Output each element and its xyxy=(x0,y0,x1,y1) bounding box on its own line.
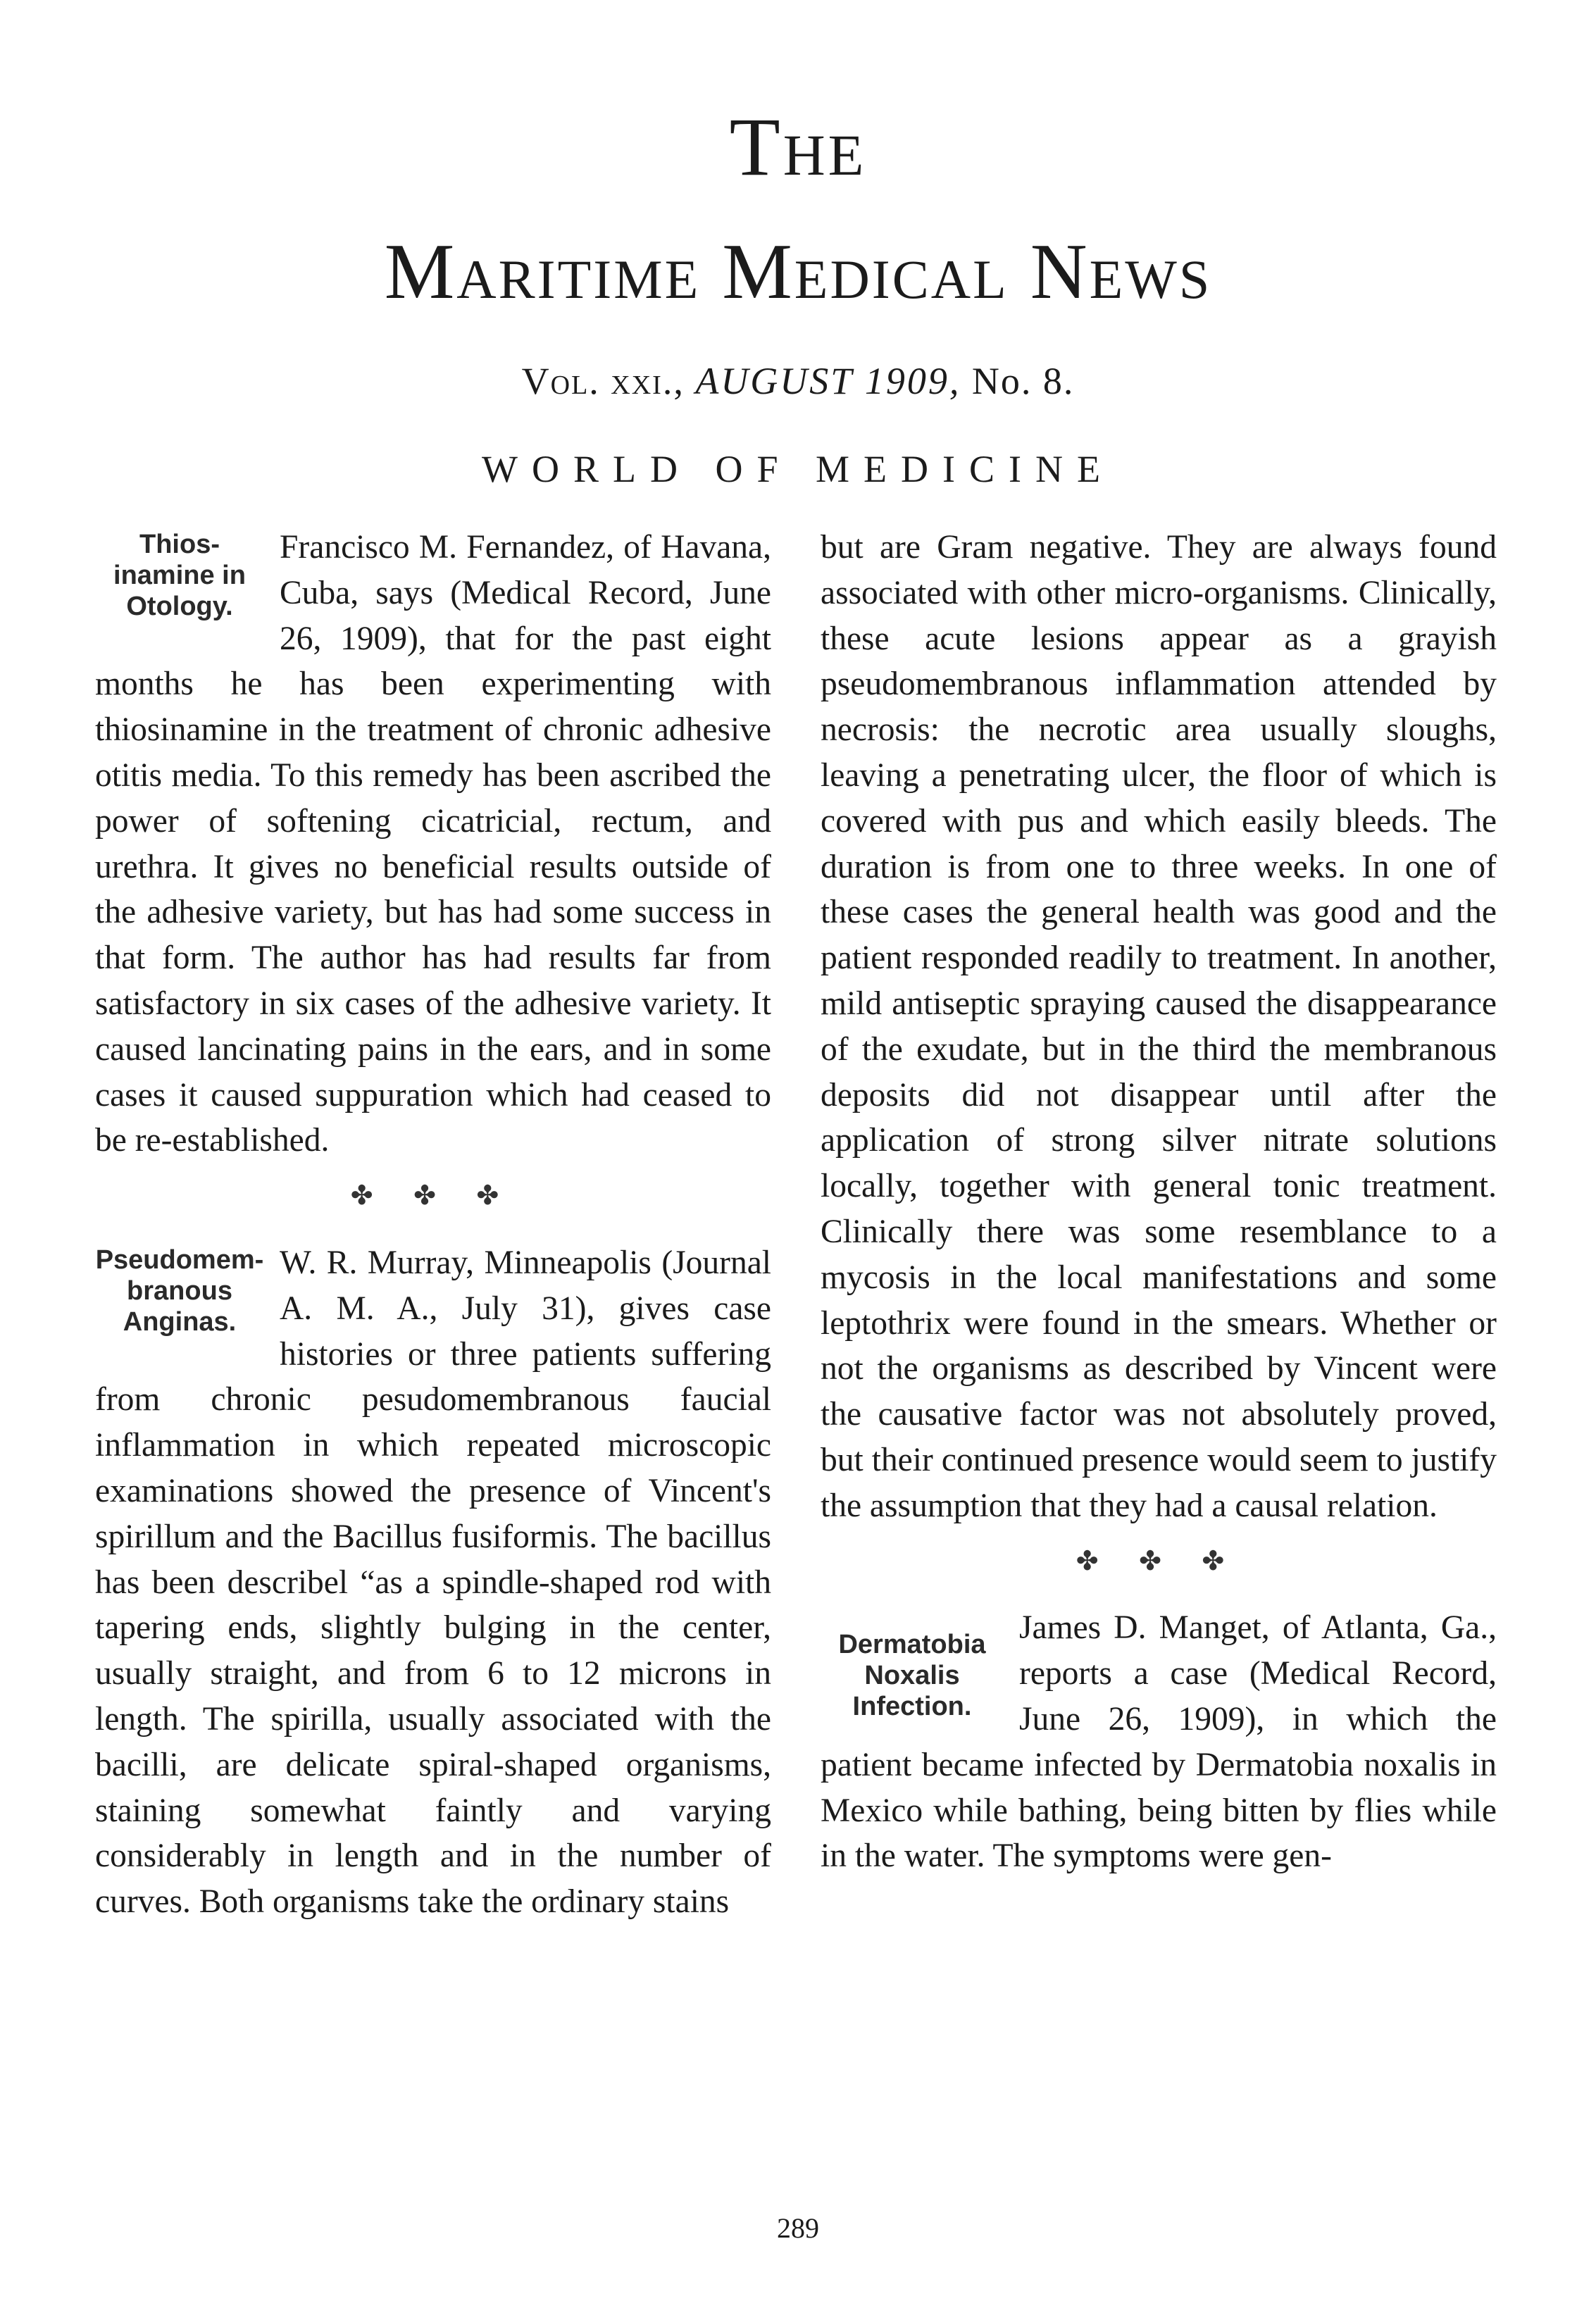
section-ornament: ✤ ✤ ✤ xyxy=(1076,1546,1242,1576)
article-text-pseudomembranous: W. R. Murray, Minneapolis (Journal A. M. A., July 31), gives case histories or three patients suffering from chronic pesudomembranous faucial inflammation in which repeated microscopic examinations showed the presence of Vincent's spirillum and the Bacillus fusiformis. The bacillus has been describel “as a spindle-shaped rod with tapering ends, slightly bulging in the center, usually straight, and from 6 to 12 microns in length. The spirilla, usually associated with the bacilli, are delicate spiral-shaped organisms, staining somewhat faintly and varying considerably in length and in the number of curves. Both organisms take the ordinary stains xyxy=(95,1244,771,1921)
right-column xyxy=(821,525,1497,1879)
issue-line xyxy=(0,359,1596,403)
article-text-thiosinamine: Francisco M. Fernandez, of Havana, Cuba, says (Medical Record, June 26, 1909), that for the past eight months he has been experimenting with thiosinamine in the treatment of chronic adhesive otitis media. To this remedy has been ascribed the power of softening cicatricial, rectum, and urethra. It gives no beneficial results outside of the adhesive variety, but has had some success in that form. The author has had results far from satisfactory in six cases of the adhesive variety. It caused lancinating pains in the ears, and in some cases it caused suppuration which had ceased to be re-established. xyxy=(95,529,771,1159)
issue-date: AUGUST 1909, xyxy=(695,360,961,402)
issue-number: No. 8. xyxy=(971,360,1075,402)
section-title: WORLD OF MEDICINE xyxy=(482,448,1114,490)
article-heading-dermatobia: Dermatobia Noxalis Infection. xyxy=(838,1630,986,1722)
left-column xyxy=(95,525,771,1925)
article-heading-thiosinamine: Thios-inamine in Otology. xyxy=(113,530,246,621)
page-number: 289 xyxy=(777,2212,819,2244)
article-heading-pseudomembranous: Pseudomem-branous Anginas. xyxy=(95,1245,264,1337)
article-text-pseudomembranous-continued: but are Gram negative. They are always found associated with other micro-organisms. Clinically, these acute lesions appear as a grayish pseudomembranous inflammation attended by necrosis: the necrotic area usually sloughs, leaving a penetrating ulcer, the floor of which is covered with pus and which easily bleeds. The duration is from one to three weeks. In one of these cases the general health was good and the patient responded readily to treatment. In another, mild antiseptic spraying caused the disappearance of the exudate, but in the third the membranous deposits did not disappear until after the application of strong silver nitrate solutions locally, together with general tonic treatment. Clinically there was some resemblance to a mycosis in the local manifestations and some leptothrix were found in the smears. Whether or not the organisms as described by Vincent were the causative factor was not absolutely proved, but their continued presence would seem to justify the assumption that they had a causal relation. xyxy=(821,529,1497,1524)
article-text-dermatobia: James D. Manget, of Atlanta, Ga., reports a case (Medical Record, June 26, 1909), in which the patient became infected by Dermatobia noxalis in Mexico while bathing, being bitten by flies while in the water. The symptoms were gen- xyxy=(821,1609,1497,1875)
section-ornament: ✤ ✤ ✤ xyxy=(350,1181,516,1211)
volume: Vol. xxi., xyxy=(521,360,685,402)
journal-title: Maritime Medical News xyxy=(384,228,1212,316)
masthead-the: The xyxy=(729,101,867,193)
